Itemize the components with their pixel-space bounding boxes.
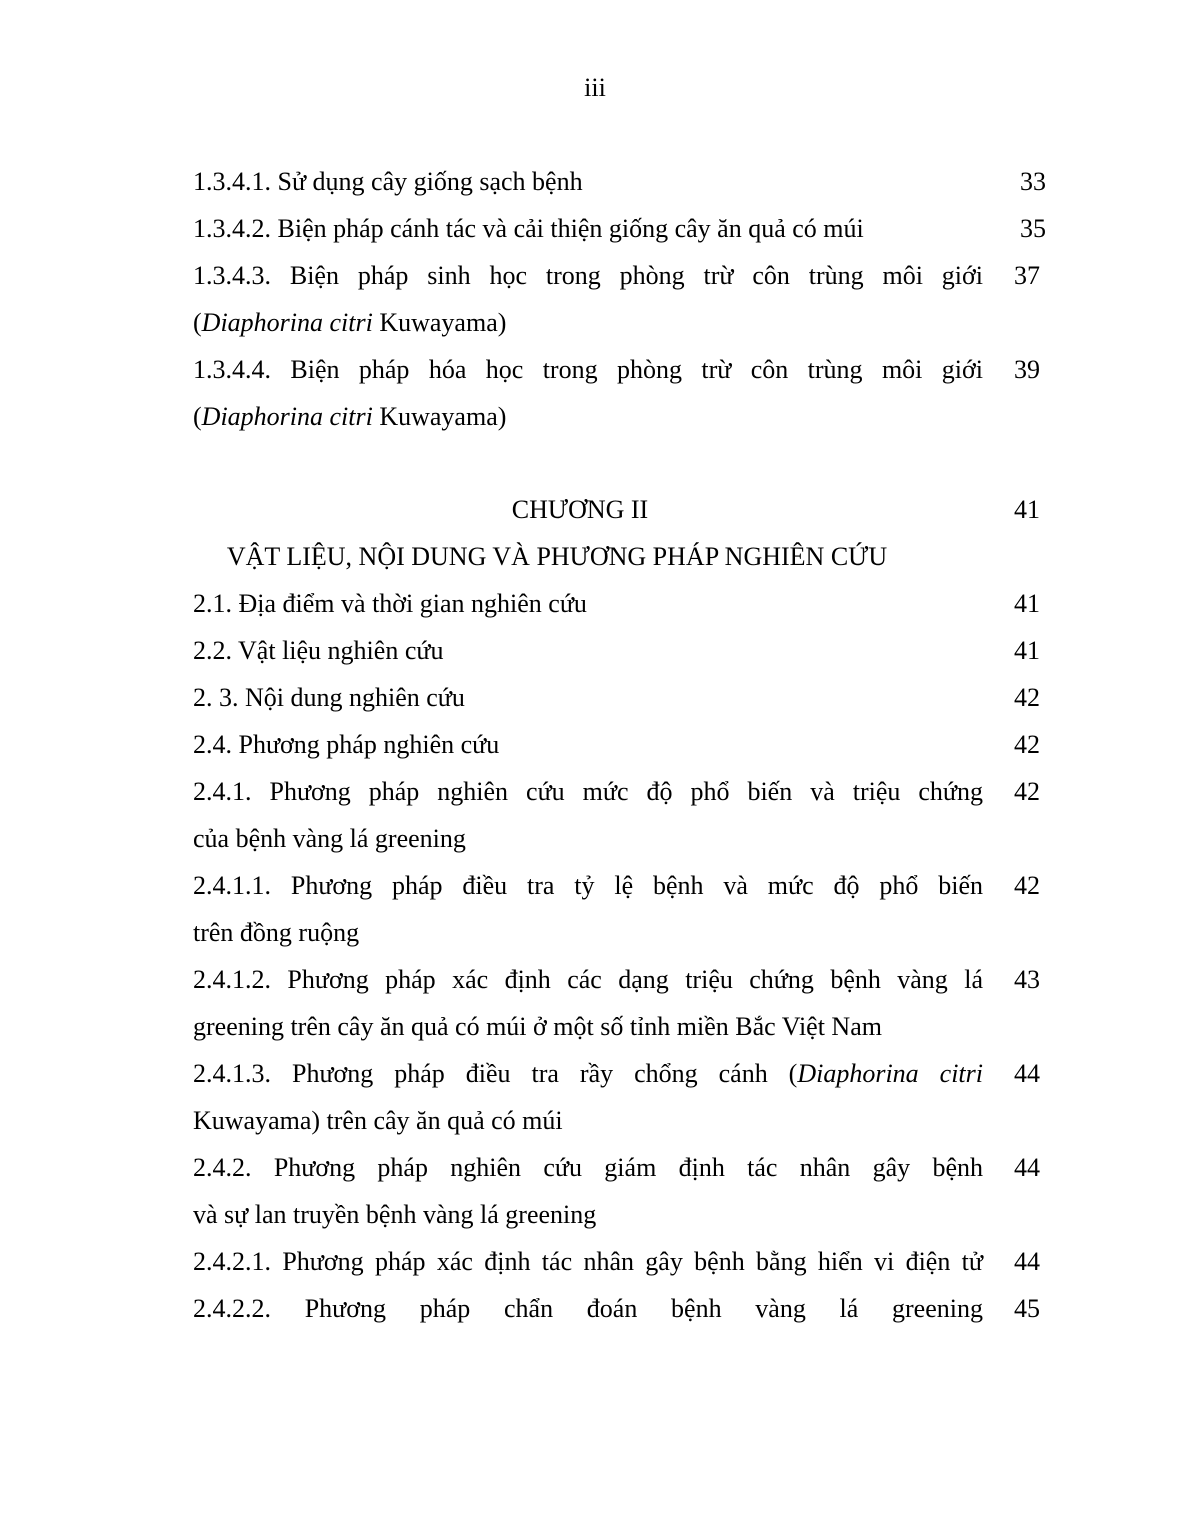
- toc-entry-page: 35: [1020, 214, 1046, 243]
- toc-entry-text: 1.3.4.3. Biện pháp sinh học trong phòng trừ côn trùng môi giới: [193, 261, 983, 290]
- toc-entry-page: 41: [1014, 636, 1040, 665]
- species-name: Diaphorina citri: [201, 308, 373, 337]
- toc-entry-text: 2.4.2. Phương pháp nghiên cứu giám định tác nhân gây bệnh: [193, 1153, 983, 1182]
- toc-entry-page: 44: [1014, 1247, 1040, 1276]
- toc-entry-text-continued: (Diaphorina citri Kuwayama): [193, 308, 507, 337]
- species-name: Diaphorina citri: [201, 402, 373, 431]
- toc-entry-text: 2.4.1.1. Phương pháp điều tra tỷ lệ bệnh và mức độ phổ biến: [193, 871, 983, 900]
- toc-entry-text: 1.3.4.2. Biện pháp cánh tác và cải thiện giống cây ăn quả có múi: [193, 214, 864, 243]
- toc-entry-text: 2.4.1.2. Phương pháp xác định các dạng triệu chứng bệnh vàng lá: [193, 965, 983, 994]
- toc-entry-text: 1.3.4.1. Sử dụng cây giống sạch bệnh: [193, 167, 583, 196]
- toc-entry-text: 2.2. Vật liệu nghiên cứu: [193, 636, 444, 665]
- toc-entry-text: 2. 3. Nội dung nghiên cứu: [193, 683, 465, 712]
- chapter-page: 41: [1014, 495, 1040, 524]
- toc-entry-text: 2.4. Phương pháp nghiên cứu: [193, 730, 500, 759]
- toc-entry-text-continued: Kuwayama) trên cây ăn quả có múi: [193, 1106, 563, 1135]
- chapter-label: CHƯƠNG II: [511, 495, 649, 524]
- toc-entry-page: 44: [1014, 1059, 1040, 1088]
- species-name: Diaphorina citri: [797, 1059, 983, 1088]
- toc-entry-page: 37: [1014, 261, 1040, 290]
- toc-entry-page: 42: [1014, 730, 1040, 759]
- toc-entry-text-continued: và sự lan truyền bệnh vàng lá greening: [193, 1200, 597, 1229]
- toc-entry-text: 2.1. Địa điểm và thời gian nghiên cứu: [193, 589, 587, 618]
- toc-entry-text: 2.4.2.1. Phương pháp xác định tác nhân gây bệnh bằng hiển vi điện tử: [193, 1247, 983, 1276]
- toc-entry-page: 42: [1014, 871, 1040, 900]
- toc-entry-page: 33: [1020, 167, 1046, 196]
- toc-entry-page: 39: [1014, 355, 1040, 384]
- toc-entry-text: 2.4.1.3. Phương pháp điều tra rầy chổng cánh (Diaphorina citri: [193, 1059, 983, 1088]
- toc-entry-text-continued: của bệnh vàng lá greening: [193, 824, 466, 853]
- toc-entry-text: 1.3.4.4. Biện pháp hóa học trong phòng trừ côn trùng môi giới: [193, 355, 983, 384]
- toc-entry-page: 45: [1014, 1294, 1040, 1323]
- toc-entry-text: 2.4.2.2. Phương pháp chẩn đoán bệnh vàng lá greening: [193, 1294, 983, 1323]
- toc-entry-text-continued: (Diaphorina citri Kuwayama): [193, 402, 507, 431]
- toc-entry-text-continued: trên đồng ruộng: [193, 918, 360, 947]
- page-number: iii: [584, 73, 606, 102]
- toc-entry-text-continued: greening trên cây ăn quả có múi ở một số tỉnh miền Bắc Việt Nam: [193, 1012, 882, 1041]
- toc-entry-page: 41: [1014, 589, 1040, 618]
- chapter-title: VẬT LIỆU, NỘI DUNG VÀ PHƯƠNG PHÁP NGHIÊN CỨU: [226, 542, 888, 571]
- toc-entry-page: 42: [1014, 777, 1040, 806]
- toc-entry-page: 43: [1014, 965, 1040, 994]
- toc-entry-page: 44: [1014, 1153, 1040, 1182]
- toc-entry-text: 2.4.1. Phương pháp nghiên cứu mức độ phổ biến và triệu chứng: [193, 777, 983, 806]
- toc-entry-page: 42: [1014, 683, 1040, 712]
